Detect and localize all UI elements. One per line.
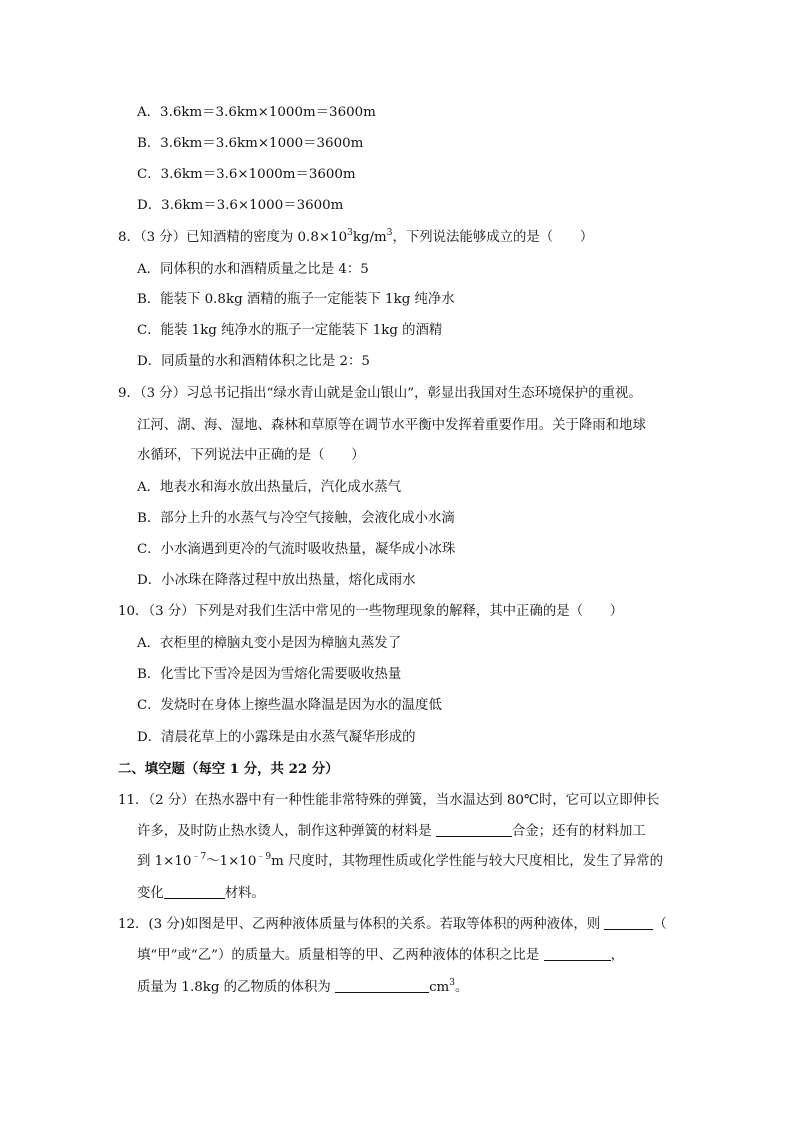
q12-line3: 质量为 1.8kg 的乙物质的体积为 $cm^3$。 [137,978,469,995]
q8-option-d: D．同质量的水和酒精体积之比是 2：5 [137,354,370,369]
q12-blank-1[interactable] [604,915,653,930]
q8-option-a: A．同体积的水和酒精质量之比是 4：5 [137,262,369,277]
q10-option-d: D．清晨花草上的小露珠是由水蒸气凝华形成的 [137,730,416,745]
q7-option-d: D．3.6km＝3.6×1000＝3600m [137,198,344,213]
q9-option-c: C．小水滴遇到更冷的气流时吸收热量，凝华成小冰珠 [137,542,456,557]
q11-line1: 11．（2 分）在热水器中有一种性能非常特殊的弹簧，当水温达到 80℃时，它可以立即伸长 [118,793,660,808]
q9-option-b: B．部分上升的水蒸气与冷空气接触，会液化成小水滴 [137,511,455,526]
q7-option-c: C．3.6km＝3.6×1000m＝3600m [137,167,356,182]
q9-option-d: D．小冰珠在降落过程中放出热量，熔化成雨水 [137,573,416,588]
q9-stem-line3: 水循环，下列说法中正确的是（ ） [137,448,365,463]
q9-stem-line1: 9．（3 分）习总书记指出“绿水青山就是金山银山”，彰显出我国对生态环境保护的重视。 [118,386,642,401]
q8-option-c: C．能装 1kg 纯净水的瓶子一定能装下 1kg 的酒精 [137,323,443,338]
q10-option-a: A．衣柜里的樟脑丸变小是因为樟脑丸蒸发了 [137,636,402,651]
q10-stem: 10．（3 分）下列是对我们生活中常见的一些物理现象的解释，其中正确的是（ ） [118,604,624,619]
q8-option-b: B．能装下 0.8kg 酒精的瓶子一定能装下 1kg 纯净水 [137,292,455,307]
q11-blank-1[interactable] [436,822,512,837]
q11-blank-2[interactable] [164,884,225,899]
q8-stem: 8．（3 分）已知酒精的密度为 $0.8\times 10^3kg/m^3$，下列说法能够成立的是（ ） [118,228,594,245]
q7-option-b: B．3.6km＝3.6km×1000＝3600m [137,136,364,151]
q9-option-a: A．地表水和海水放出热量后，汽化成水蒸气 [137,480,402,495]
q12-blank-3[interactable] [335,978,429,993]
q11-line4: 变化 材料。 [137,886,265,901]
q9-stem-line2: 江河、湖、海、湿地、森林和草原等在调节水平衡中发挥着重要作用。关于降雨和地球 [137,418,646,433]
q12-line2: 填“甲”或“乙”）的质量大。质量相等的甲、乙两种液体的体积之比是 ， [137,948,624,963]
q10-option-b: B．化雪比下雪冷是因为雪熔化需要吸收热量 [137,667,402,682]
section-heading-fill-in: 二、填空题（每空 1 分，共 22 分） [118,761,339,777]
q11-line2: 许多，及时防止热水烫人，制作这种弹簧的材料是 合金；还有的材料加工 [137,824,646,839]
q11-line3: 到 $1\times 10^{﹣7}\sim 1\times 10^{﹣9}m$ 尺度时，其物理性质或化学性能与较大尺度相比，发生了异常的 [137,852,663,869]
q12-blank-2[interactable] [544,946,611,961]
q10-option-c: C．发烧时在身体上擦些温水降温是因为水的温度低 [137,698,442,713]
q12-line1: 12．(3 分)如图是甲、乙两种液体质量与体积的关系。若取等体积的两种液体，则 （ [118,917,667,932]
q7-option-a: A．3.6km＝3.6km×1000m＝3600m [137,105,376,120]
